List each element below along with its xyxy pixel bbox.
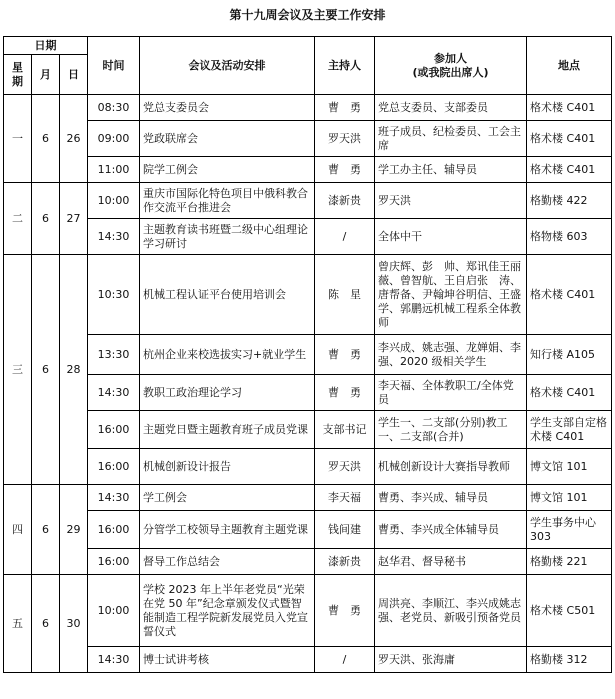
day-cell: 27 — [60, 183, 88, 255]
day-cell: 26 — [60, 95, 88, 183]
attendees-cell: 曹勇、李兴成全体辅导员 — [375, 511, 527, 549]
host-cell: 罗天洪 — [315, 121, 375, 157]
event-cell: 院学工例会 — [140, 157, 315, 183]
time-cell: 08:30 — [88, 95, 140, 121]
attendees-cell: 罗天洪 — [375, 183, 527, 219]
host-cell: 曹 勇 — [315, 575, 375, 647]
weekday-cell: 一 — [4, 95, 32, 183]
event-cell: 杭州企业来校选拔实习+就业学生 — [140, 335, 315, 375]
event-cell: 主题党日暨主题教育班子成员党课 — [140, 411, 315, 449]
attendees-cell: 学工办主任、辅导员 — [375, 157, 527, 183]
event-cell: 分管学工校领导主题教育主题党课 — [140, 511, 315, 549]
host-cell: 曹 勇 — [315, 157, 375, 183]
time-cell: 10:00 — [88, 575, 140, 647]
event-cell: 学校 2023 年上半年老党员“光荣在党 50 年”纪念章颁发仪式暨智能制造工程学院新发展党员入党宣誓仪式 — [140, 575, 315, 647]
weekday-cell: 四 — [4, 485, 32, 575]
location-cell: 学生事务中心303 — [527, 511, 612, 549]
time-cell: 14:30 — [88, 647, 140, 673]
location-cell: 格勤楼 221 — [527, 549, 612, 575]
weekday-cell: 二 — [4, 183, 32, 255]
host-cell: 漆新贵 — [315, 549, 375, 575]
host-header: 主持人 — [315, 37, 375, 95]
host-cell: 陈 星 — [315, 255, 375, 335]
event-cell: 党政联席会 — [140, 121, 315, 157]
page-title: 第十九周会议及主要工作安排 — [229, 8, 386, 22]
location-cell: 格术楼 C401 — [527, 255, 612, 335]
time-cell: 13:30 — [88, 335, 140, 375]
weekday-header-label: 星期 — [12, 60, 23, 88]
month-cell: 6 — [32, 95, 60, 183]
time-cell: 09:00 — [88, 121, 140, 157]
event-cell: 督导工作总结会 — [140, 549, 315, 575]
attendees-cell: 李兴成、姚志强、龙婵娟、李强、2020 级相关学生 — [375, 335, 527, 375]
attendees-header-label: 参加人 — [434, 51, 468, 65]
attendees-cell: 曾庆辉、彭 帅、郑讯佳王丽薇、曾智航、王自启张 涛、唐帮备、尹翰坤谷明信、王盛学、郭鹏远机械工程系全体教师 — [375, 255, 527, 335]
month-cell: 6 — [32, 183, 60, 255]
host-cell: 钱间建 — [315, 511, 375, 549]
location-cell: 格勤楼 312 — [527, 647, 612, 673]
host-cell: 曹 勇 — [315, 375, 375, 411]
event-cell: 党总支委员会 — [140, 95, 315, 121]
event-header: 会议及活动安排 — [140, 37, 315, 95]
host-cell: 漆新贵 — [315, 183, 375, 219]
event-cell: 机械创新设计报告 — [140, 449, 315, 485]
day-header: 日 — [60, 55, 88, 95]
attendees-cell: 周洪亮、李顺江、李兴成姚志强、老党员、新吸引预备党员 — [375, 575, 527, 647]
host-cell: 李天福 — [315, 485, 375, 511]
day-cell: 29 — [60, 485, 88, 575]
attendees-cell: 班子成员、纪检委员、工会主席 — [375, 121, 527, 157]
host-cell: 罗天洪 — [315, 449, 375, 485]
attendees-cell: 党总支委员、支部委员 — [375, 95, 527, 121]
time-cell: 10:00 — [88, 183, 140, 219]
event-cell: 教职工政治理论学习 — [140, 375, 315, 411]
time-cell: 16:00 — [88, 549, 140, 575]
event-cell: 博士试讲考核 — [140, 647, 315, 673]
location-cell: 格术楼 C501 — [527, 575, 612, 647]
time-cell: 16:00 — [88, 411, 140, 449]
location-cell: 知行楼 A105 — [527, 335, 612, 375]
location-cell: 博文馆 101 — [527, 449, 612, 485]
month-header: 月 — [32, 55, 60, 95]
host-cell: / — [315, 219, 375, 255]
month-cell: 6 — [32, 485, 60, 575]
attendees-cell: 李天福、全体教职工/全体党员 — [375, 375, 527, 411]
day-cell: 28 — [60, 255, 88, 485]
event-cell: 机械工程认证平台使用培训会 — [140, 255, 315, 335]
attendees-cell: 罗天洪、张海庸 — [375, 647, 527, 673]
weekday-cell: 三 — [4, 255, 32, 485]
attendees-header-sub: (或我院出席人) — [412, 65, 489, 79]
location-cell: 格勤楼 422 — [527, 183, 612, 219]
event-cell: 重庆市国际化特色项目中俄科教合作交流平台推进会 — [140, 183, 315, 219]
event-cell: 学工例会 — [140, 485, 315, 511]
attendees-cell: 全体中干 — [375, 219, 527, 255]
time-cell: 14:30 — [88, 485, 140, 511]
location-cell: 格术楼 C401 — [527, 121, 612, 157]
weekday-cell: 五 — [4, 575, 32, 673]
date-header: 日期 — [4, 37, 88, 55]
location-cell: 格术楼 C401 — [527, 157, 612, 183]
event-cell: 主题教育读书班暨二级中心组理论学习研讨 — [140, 219, 315, 255]
attendees-header — [375, 37, 527, 95]
day-cell: 30 — [60, 575, 88, 673]
time-cell: 11:00 — [88, 157, 140, 183]
attendees-cell: 曹勇、李兴成、辅导员 — [375, 485, 527, 511]
attendees-cell: 机械创新设计大赛指导教师 — [375, 449, 527, 485]
time-cell: 16:00 — [88, 511, 140, 549]
time-cell: 10:30 — [88, 255, 140, 335]
host-cell: / — [315, 647, 375, 673]
host-cell: 曹 勇 — [315, 95, 375, 121]
attendees-cell: 学生一、二支部(分别)教工一、二支部(合并) — [375, 411, 527, 449]
month-cell: 6 — [32, 255, 60, 485]
time-cell: 14:30 — [88, 375, 140, 411]
host-cell: 支部书记 — [315, 411, 375, 449]
time-cell: 14:30 — [88, 219, 140, 255]
attendees-cell: 赵华君、督导秘书 — [375, 549, 527, 575]
time-header: 时间 — [88, 37, 140, 95]
location-cell: 学生支部自定格术楼 C401 — [527, 411, 612, 449]
month-cell: 6 — [32, 575, 60, 673]
location-header: 地点 — [527, 37, 612, 95]
location-cell: 博文馆 101 — [527, 485, 612, 511]
time-cell: 16:00 — [88, 449, 140, 485]
schedule-table — [3, 36, 612, 673]
weekday-header — [4, 55, 32, 95]
host-cell: 曹 勇 — [315, 335, 375, 375]
location-cell: 格术楼 C401 — [527, 375, 612, 411]
location-cell: 格术楼 C401 — [527, 95, 612, 121]
location-cell: 格物楼 603 — [527, 219, 612, 255]
